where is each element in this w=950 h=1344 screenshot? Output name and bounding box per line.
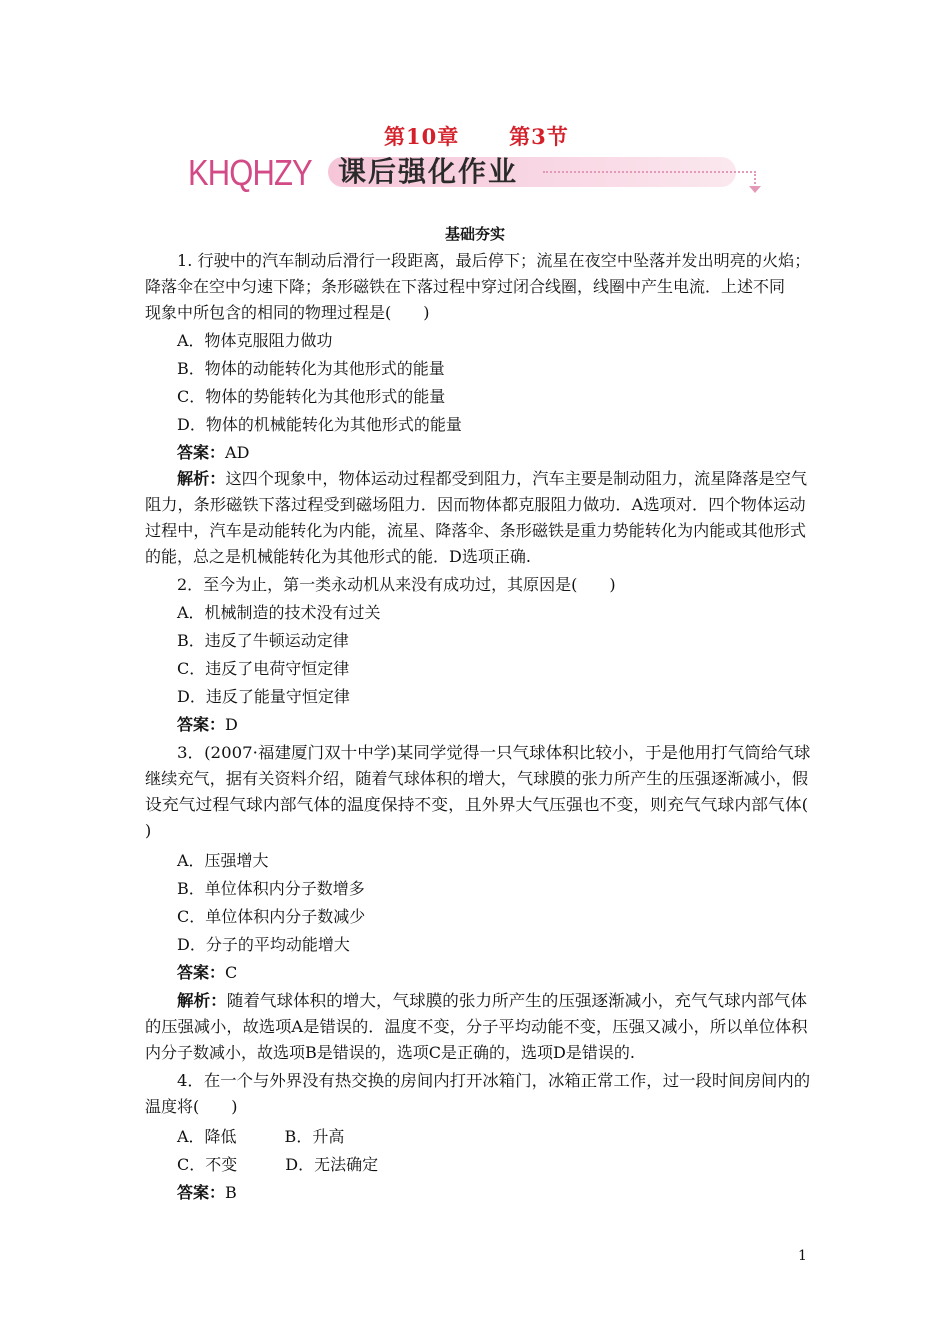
text-line bbox=[177, 1154, 378, 1176]
arrow-down-icon bbox=[749, 186, 761, 193]
text-line bbox=[177, 962, 237, 984]
text-line bbox=[177, 442, 249, 464]
line-text: C．单位体积内分子数减少 bbox=[177, 907, 366, 926]
text-line bbox=[145, 820, 151, 842]
line-text: 3．(2007·福建厦门双十中学)某同学觉得一只气球体积比较小，于是他用打气筒给气球 bbox=[177, 743, 811, 762]
line-text: 的压强减小，故选项A是错误的．温度不变，分子平均动能不变，压强又减小，所以单位体积 bbox=[145, 1017, 808, 1036]
line-text: B．违反了牛顿运动定律 bbox=[177, 631, 349, 650]
label-answer: 答案： bbox=[177, 715, 226, 734]
text-line bbox=[177, 1182, 237, 1204]
text-line bbox=[177, 990, 807, 1012]
text-line bbox=[177, 386, 445, 408]
label-answer: 答案： bbox=[177, 1183, 226, 1202]
line-text: 这四个现象中，物体运动过程都受到阻力，汽车主要是制动阻力，流星降落是空气 bbox=[225, 469, 808, 488]
line-text: 过程中，汽车是动能转化为内能，流星、降落伞、条形磁铁是重力势能转化为内能或其他形式 bbox=[145, 521, 807, 540]
label-answer: 答案： bbox=[177, 443, 226, 462]
homework-banner bbox=[188, 151, 768, 201]
line-text: A．物体克服阻力做功 bbox=[177, 331, 333, 350]
line-text: ) bbox=[145, 821, 152, 840]
text-line bbox=[177, 878, 365, 900]
line-text: C．违反了电荷守恒定律 bbox=[177, 659, 350, 678]
text-line bbox=[177, 1070, 810, 1092]
line-text: B．物体的动能转化为其他形式的能量 bbox=[177, 359, 445, 378]
text-line bbox=[177, 602, 381, 624]
line-text: 温度将( ) bbox=[145, 1097, 238, 1116]
text-line bbox=[177, 714, 238, 736]
line-text: A．压强增大 bbox=[177, 851, 269, 870]
line-text: D．分子的平均动能增大 bbox=[177, 935, 350, 954]
text-line bbox=[145, 794, 808, 816]
text-line bbox=[177, 934, 350, 956]
text-line bbox=[177, 658, 349, 680]
line-text: A．机械制造的技术没有过关 bbox=[177, 603, 381, 622]
line-text: 继续充气，据有关资料介绍，随着气球体积的增大，气球膜的张力所产生的压强逐渐减小，假 bbox=[145, 769, 809, 788]
text-line bbox=[145, 1096, 238, 1118]
text-line bbox=[145, 494, 806, 516]
text-line bbox=[177, 250, 810, 272]
line-text: 4．在一个与外界没有热交换的房间内打开冰箱门，冰箱正常工作，过一段时间房间内的 bbox=[177, 1071, 811, 1090]
dotted-rule bbox=[543, 171, 756, 173]
line-text: D．违反了能量守恒定律 bbox=[177, 687, 350, 706]
section-title: 基础夯实 bbox=[444, 225, 505, 243]
text-line bbox=[145, 768, 808, 790]
line-text: C．不变 D．无法确定 bbox=[177, 1155, 379, 1174]
page-number: 1 bbox=[798, 1248, 807, 1264]
line-text: A．降低 B．升高 bbox=[177, 1127, 345, 1146]
line-text: 随着气球体积的增大，气球膜的张力所产生的压强逐渐减小，充气气球内部气体 bbox=[226, 991, 808, 1010]
chapter-heading: 第10章 第3节 bbox=[384, 124, 569, 149]
line-text: 设充气过程气球内部气体的温度保持不变，且外界大气压强也不变，则充气气球内部气体( bbox=[145, 795, 809, 814]
line-text: C．物体的势能转化为其他形式的能量 bbox=[177, 387, 446, 406]
line-text: 阻力，条形磁铁下落过程受到磁场阻力．因而物体都克服阻力做功．A选项对．四个物体运动 bbox=[145, 495, 806, 514]
line-text: 的能，总之是机械能转化为其他形式的能．D选项正确. bbox=[145, 547, 531, 566]
text-line bbox=[177, 414, 462, 436]
label-analysis: 解析： bbox=[177, 991, 227, 1010]
text-line bbox=[145, 1016, 808, 1038]
banner-title: 课后强化作业 bbox=[338, 155, 519, 188]
text-line bbox=[177, 850, 269, 872]
label-analysis: 解析： bbox=[177, 469, 226, 488]
text-line bbox=[177, 330, 333, 352]
text-line bbox=[145, 302, 430, 324]
line-text: 2．至今为止，第一类永动机从来没有成功过，其原因是( ) bbox=[177, 575, 616, 594]
text-line bbox=[145, 546, 531, 568]
line-text: D bbox=[225, 715, 238, 734]
text-line bbox=[177, 906, 365, 928]
brand-logo-text: KHQHZY bbox=[188, 152, 312, 193]
text-line bbox=[177, 742, 811, 764]
line-text: 1. 行驶中的汽车制动后滑行一段距离，最后停下；流星在夜空中坠落并发出明亮的火焰； bbox=[177, 251, 811, 270]
text-line bbox=[177, 468, 807, 490]
line-text: AD bbox=[225, 443, 250, 462]
text-line bbox=[145, 276, 785, 298]
text-line bbox=[145, 1042, 635, 1064]
text-line bbox=[177, 686, 350, 708]
line-text: B bbox=[225, 1183, 237, 1202]
line-text: 内分子数减小，故选项B是错误的，选项C是正确的，选项D是错误的. bbox=[145, 1043, 635, 1062]
line-text: 现象中所包含的相同的物理过程是( ) bbox=[145, 303, 430, 322]
text-line bbox=[177, 1126, 344, 1148]
line-text: B．单位体积内分子数增多 bbox=[177, 879, 365, 898]
text-line bbox=[177, 358, 445, 380]
text-line bbox=[177, 574, 616, 596]
label-answer: 答案： bbox=[177, 963, 226, 982]
line-text: 降落伞在空中匀速下降；条形磁铁在下落过程中穿过闭合线圈，线圈中产生电流．上述不同 bbox=[145, 277, 786, 296]
line-text: D．物体的机械能转化为其他形式的能量 bbox=[177, 415, 462, 434]
text-line bbox=[177, 630, 349, 652]
text-line bbox=[145, 520, 806, 542]
line-text: C bbox=[225, 963, 238, 982]
